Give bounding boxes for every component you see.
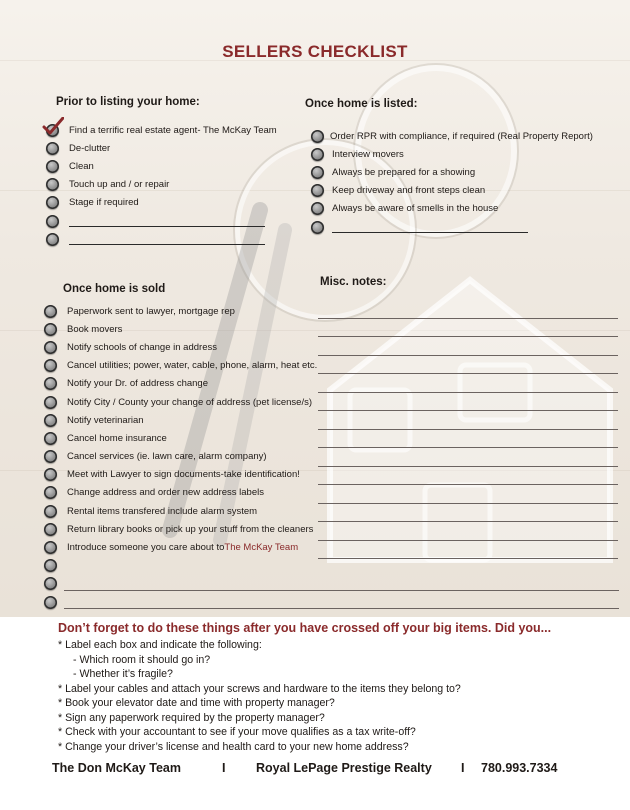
checkbox-icon[interactable] [44, 305, 57, 318]
sold-item[interactable] [44, 302, 317, 320]
checkbox-icon[interactable] [46, 178, 59, 191]
checkmark-icon [42, 117, 64, 135]
checkbox-icon[interactable] [44, 396, 57, 409]
reminder-line: * Label your cables and attach your screws and hardware to the items they belong to? [58, 682, 461, 695]
footer-separator: I [222, 761, 226, 775]
listed-item-label: Always be aware of smells in the house [332, 203, 499, 215]
prior-item-blank[interactable] [46, 212, 277, 230]
prior-item-label: Clean [69, 160, 94, 172]
listed-item[interactable] [311, 127, 593, 145]
reminder-section [58, 621, 618, 754]
sold-item[interactable] [44, 520, 317, 538]
checkbox-icon[interactable] [44, 541, 57, 554]
reminder-subline: - Whether it’s fragile? [73, 668, 173, 680]
checkbox-icon[interactable] [44, 359, 57, 372]
sold-item-label: Return library books or pick up your stuff from the cleaners [67, 523, 314, 535]
sold-item-label: Introduce someone you care about to [67, 542, 225, 554]
prior-item[interactable] [46, 139, 277, 157]
checkbox-icon[interactable] [44, 577, 57, 590]
listed-item[interactable] [311, 145, 593, 163]
sold-item[interactable] [44, 411, 317, 429]
checkbox-icon[interactable] [44, 523, 57, 536]
sold-item[interactable] [44, 393, 317, 411]
sold-item[interactable] [44, 538, 317, 556]
listed-item[interactable] [311, 163, 593, 181]
sold-item[interactable] [44, 502, 317, 520]
checkbox-icon[interactable] [311, 221, 324, 234]
sold-item-label: Cancel services (ie. lawn care, alarm company) [67, 451, 267, 463]
checkbox-icon[interactable] [44, 505, 57, 518]
checkbox-icon[interactable] [44, 432, 57, 445]
checkbox-icon[interactable] [311, 148, 324, 161]
reminder-line: * Change your driver’s license and health card to your new home address? [58, 740, 409, 753]
reminder-heading: Don’t forget to do these things after you have crossed off your big items. Did you... [58, 621, 552, 635]
sold-item[interactable] [44, 320, 317, 338]
prior-item[interactable] [46, 176, 277, 194]
checkbox-icon[interactable] [44, 486, 57, 499]
reminder-line: * Label each box and indicate the following: [58, 639, 262, 651]
prior-item[interactable] [46, 194, 277, 212]
listed-item[interactable] [311, 182, 593, 200]
sold-item[interactable] [44, 357, 317, 375]
checkbox-icon[interactable] [311, 166, 324, 179]
checkbox-icon[interactable] [44, 559, 57, 572]
prior-heading: Prior to listing your home: [56, 96, 200, 108]
footer-team: The Don McKay Team [52, 761, 181, 775]
checkbox-icon[interactable] [46, 215, 59, 228]
listed-item-blank[interactable] [311, 218, 593, 236]
write-in-line[interactable] [69, 234, 265, 245]
checkbox-icon[interactable] [44, 450, 57, 463]
checkbox-icon[interactable] [44, 596, 57, 609]
prior-item[interactable] [46, 157, 277, 175]
checkbox-icon[interactable] [44, 414, 57, 427]
sold-item-label: Notify schools of change in address [67, 341, 217, 353]
footer-brokerage: Royal LePage Prestige Realty [256, 761, 432, 775]
checkbox-icon[interactable] [44, 323, 57, 336]
checkbox-icon[interactable] [46, 233, 59, 246]
checkbox-icon[interactable] [311, 184, 324, 197]
sold-item[interactable] [44, 448, 317, 466]
prior-item-label: Find a terrific real estate agent- The McKay Team [69, 124, 277, 136]
listed-item[interactable] [311, 200, 593, 218]
extra-write-in-lines[interactable] [64, 572, 619, 609]
sold-item-label: Meet with Lawyer to sign documents-take identification! [67, 469, 300, 481]
listed-item-label: Always be prepared for a showing [332, 166, 476, 178]
checkbox-icon[interactable] [46, 196, 59, 209]
reminder-list [58, 638, 618, 754]
sold-item-label: Notify veterinarian [67, 414, 144, 426]
checkbox-icon[interactable] [311, 202, 324, 215]
sold-item-label: Notify your Dr. of address change [67, 378, 208, 390]
sold-item-label: Cancel home insurance [67, 432, 167, 444]
sold-item-label: Cancel utilities; power, water, cable, phone, alarm, heat etc. [67, 360, 318, 372]
checkbox-icon[interactable] [46, 160, 59, 173]
prior-item-blank[interactable] [46, 230, 277, 248]
misc-heading: Misc. notes: [320, 276, 387, 288]
checkbox-icon[interactable] [44, 341, 57, 354]
listed-item-label: Order RPR with compliance, if required (Real Property Report) [330, 130, 593, 142]
sold-item[interactable] [44, 466, 317, 484]
sold-item-label: Notify City / County your change of address (pet license/s) [67, 396, 313, 408]
sold-item-label: Paperwork sent to lawyer, mortgage rep [67, 305, 235, 317]
reminder-line: * Check with your accountant to see if your move qualifies as a tax write-off? [58, 726, 416, 738]
listed-item-label: Keep driveway and front steps clean [332, 185, 486, 197]
footer [0, 761, 630, 781]
sold-item[interactable] [44, 338, 317, 356]
write-in-line[interactable] [332, 222, 528, 233]
brand-name: The McKay Team [224, 542, 299, 554]
sold-item[interactable] [44, 484, 317, 502]
write-in-line[interactable] [69, 216, 265, 227]
sold-checklist [44, 302, 317, 611]
sold-item[interactable] [44, 429, 317, 447]
checkbox-icon[interactable] [311, 130, 324, 143]
sold-item-label: Rental items transfered include alarm system [67, 505, 258, 517]
sold-heading: Once home is sold [63, 283, 166, 295]
footer-phone[interactable]: 780.993.7334 [481, 761, 558, 775]
prior-item-label: Stage if required [69, 197, 139, 209]
page-title: SELLERS CHECKLIST [222, 42, 408, 61]
reminder-line: * Book your elevator date and time with property manager? [58, 697, 335, 709]
listed-heading: Once home is listed: [305, 98, 418, 110]
checkbox-icon[interactable] [44, 377, 57, 390]
listed-checklist [311, 127, 593, 236]
prior-item-label: Touch up and / or repair [69, 179, 170, 191]
prior-checklist [46, 121, 277, 248]
prior-item[interactable] [46, 121, 277, 139]
footer-separator: I [461, 761, 465, 775]
reminder-subline: - Which room it should go in? [73, 653, 211, 666]
sold-item-label: Change address and order new address labels [67, 487, 264, 499]
sold-item[interactable] [44, 375, 317, 393]
listed-item-label: Interview movers [332, 148, 404, 160]
sold-item-label: Book movers [67, 323, 123, 335]
checkbox-icon[interactable] [44, 468, 57, 481]
checkbox-icon[interactable] [46, 142, 59, 155]
reminder-line: * Sign any paperwork required by the property manager? [58, 711, 325, 724]
misc-notes-area[interactable] [318, 300, 618, 559]
prior-item-label: De-clutter [69, 142, 111, 154]
